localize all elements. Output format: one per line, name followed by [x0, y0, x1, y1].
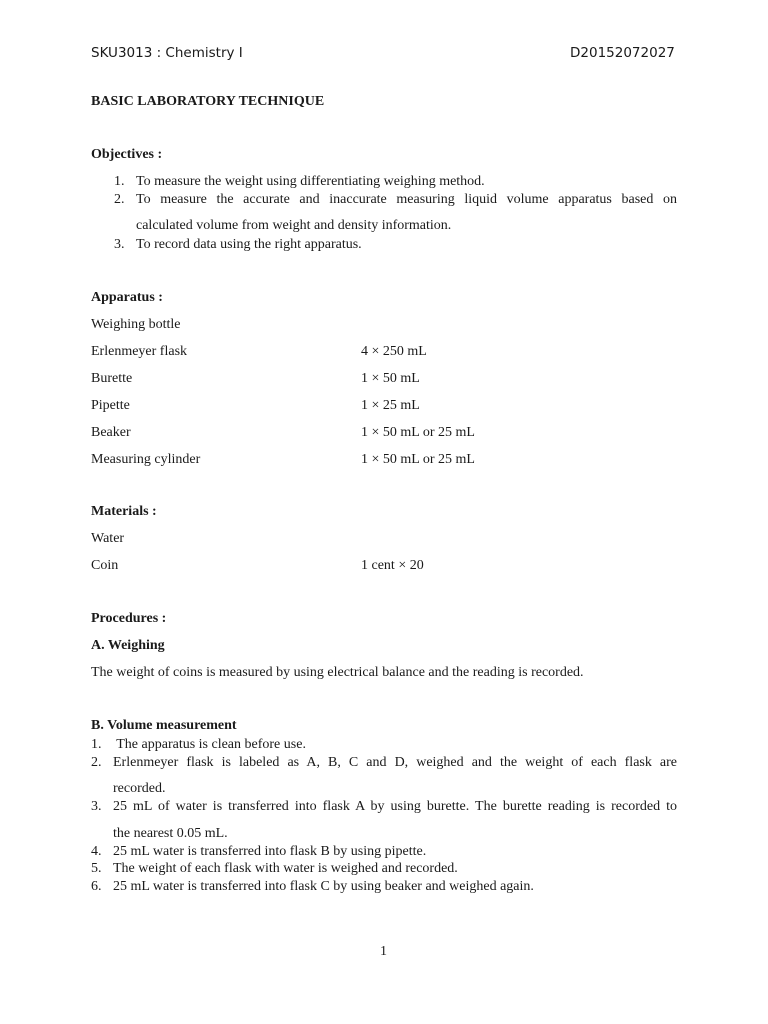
apparatus-quantity: 1 × 50 mL or 25 mL — [361, 452, 475, 467]
step-text: The apparatus is clean before use. — [113, 737, 306, 752]
apparatus-heading: Apparatus : — [91, 290, 163, 305]
apparatus-name: Measuring cylinder — [91, 452, 201, 467]
apparatus-quantity: 4 × 250 mL — [361, 344, 427, 359]
step-text: Erlenmeyer flask is labeled as A, B, C and D, weighed and the weight of each flask are — [113, 755, 677, 770]
section-a-title: A. Weighing — [91, 638, 165, 653]
step-text: 25 mL water is transferred into flask C by using beaker and weighed again. — [113, 879, 534, 894]
objectives-heading: Objectives : — [91, 147, 163, 162]
document-title: BASIC LABORATORY TECHNIQUE — [91, 94, 325, 109]
step-text-continued: recorded. — [113, 781, 166, 796]
step-number: 4. — [91, 844, 102, 859]
page-number: 1 — [380, 944, 387, 959]
header-course: SKU3013 : Chemistry I — [91, 45, 243, 61]
step-number: 3. — [91, 799, 102, 814]
objective-number: 2. — [114, 192, 125, 207]
step-number: 2. — [91, 755, 102, 770]
header-student-id: D20152072027 — [570, 45, 675, 61]
objective-text-continued: calculated volume from weight and density information. — [136, 218, 452, 233]
apparatus-quantity: 1 × 50 mL or 25 mL — [361, 425, 475, 440]
objective-text: To measure the accurate and inaccurate measuring liquid volume apparatus based on — [136, 192, 677, 207]
objective-number: 1. — [114, 174, 125, 189]
apparatus-name: Beaker — [91, 425, 131, 440]
procedures-heading: Procedures : — [91, 611, 167, 626]
step-text: The weight of each flask with water is weighed and recorded. — [113, 861, 458, 876]
step-number: 1. — [91, 737, 102, 752]
apparatus-name: Erlenmeyer flask — [91, 344, 188, 359]
materials-heading: Materials : — [91, 504, 157, 519]
objective-text: To measure the weight using differentiating weighing method. — [136, 174, 485, 189]
apparatus-quantity: 1 × 25 mL — [361, 398, 420, 413]
apparatus-name: Pipette — [91, 398, 130, 413]
material-name: Water — [91, 531, 125, 546]
objective-number: 3. — [114, 237, 125, 252]
apparatus-name: Weighing bottle — [91, 317, 181, 332]
material-name: Coin — [91, 558, 119, 573]
step-number: 6. — [91, 879, 102, 894]
section-a-text: The weight of coins is measured by using electrical balance and the reading is recorded. — [91, 665, 584, 680]
step-text: 25 mL water is transferred into flask B by using pipette. — [113, 844, 427, 859]
step-text: 25 mL of water is transferred into flask A by using burette. The burette reading is recorded to — [113, 799, 677, 814]
apparatus-quantity: 1 × 50 mL — [361, 371, 420, 386]
step-number: 5. — [91, 861, 102, 876]
objective-text: To record data using the right apparatus. — [136, 237, 362, 252]
section-b-title: B. Volume measurement — [91, 718, 237, 733]
apparatus-name: Burette — [91, 371, 133, 386]
step-text-continued: the nearest 0.05 mL. — [113, 826, 228, 841]
material-quantity: 1 cent × 20 — [361, 558, 424, 573]
